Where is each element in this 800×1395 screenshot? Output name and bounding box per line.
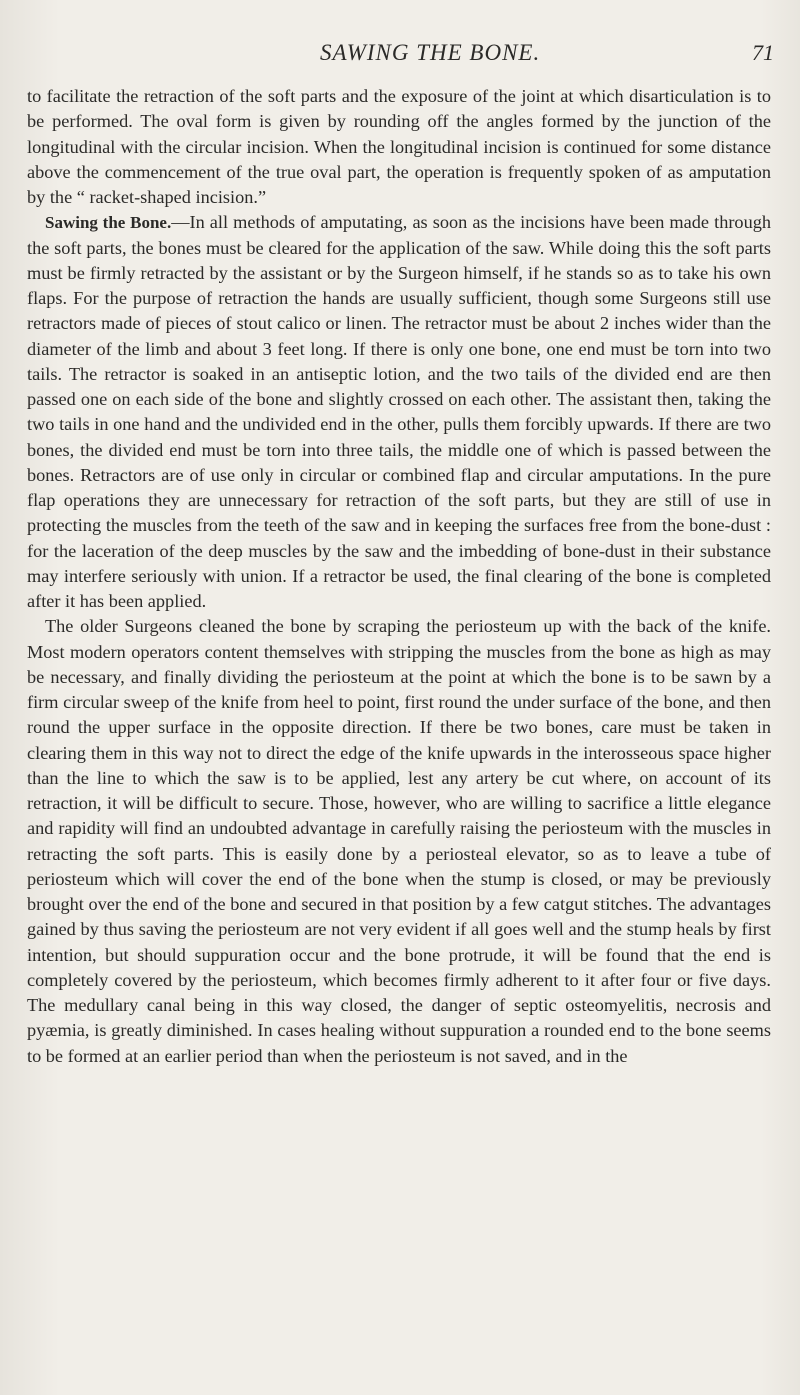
section-heading-sawing-the-bone: Sawing the Bone. [45, 213, 172, 233]
body-text [27, 84, 771, 1069]
page-number: 71 [752, 40, 774, 65]
paragraph-older-surgeons: The older Surgeons cleaned the bone by scraping the periosteum up with the back of the knife. Most modern operators content themselves with stripping the muscles from the bone as high as may be necessary, and finally dividing the periosteum at the point at which the bone is to be sawn by a firm circular sweep of the knife from heel to point, first round the under surface of the bone, and then round the upper surface in the opposite direction. If there be two bones, care must be taken in clearing them in this way not to direct the edge of the knife upwards in the interosseous space higher than the line to which the saw is to be applied, lest any artery be cut where, on account of its retraction, it will be difficult to secure. Those, however, who are willing to sacrifice a little elegance and rapidity will find an undoubted advantage in carefully raising the periosteum with the muscles in retracting the soft parts. This is easily done by a periosteal elevator, so as to leave a tube of periosteum which will cover the end of the bone when the stump is closed, or may be previously brought over the end of the bone and secured in that position by a few catgut stitches. The advantages gained by thus saving the periosteum are not very evident if all goes well and the stump heals by first intention, but should suppuration occur and the bone protrude, it will be found that the end is completely covered by the periosteum, which becomes firmly adherent to it after four or five days. The medullary canal being in this way closed, the danger of septic osteomyelitis, necrosis and pyæmia, is greatly diminished. In cases healing without suppuration a rounded end to the bone seems to be formed at an earlier period than when the periosteum is not saved, and in the [27, 616, 771, 1066]
paragraph-sawing-the-bone-text: —In all methods of amputating, as soon as the incisions have been made through the soft parts, the bones must be cleared for the application of the saw. While doing this the soft parts must be firmly retracted by the assistant or by the Surgeon himself, if he stands so as to take his own flaps. For the purpose of retraction the hands are usually sufficient, though some Surgeons still use retractors made of pieces of stout calico or linen. The retractor must be about 2 inches wider than the diameter of the limb and about 3 feet long. If there is only one bone, one end must be torn into two tails. The retractor is soaked in an antiseptic lotion, and the two tails of the divided end are then passed one on each side of the bone and slightly crossed on each other. The assistant then, taking the two tails in one hand and the undivided end in the other, pulls them forcibly upwards. If there are two bones, the divided end must be torn into three tails, the middle one of which is passed between the bones. Retractors are of use only in circular or combined flap and circular amputations. In the pure flap operations they are unnecessary for retraction of the soft parts, but they are still of use in protecting the muscles from the teeth of the saw and in keeping the surfaces free from the bone-dust : for the laceration of the deep muscles by the saw and the imbedding of bone-dust in their substance may interfere seriously with union. If a retractor be used, the final clearing of the bone is completed after it has been applied. [27, 212, 771, 611]
paragraph-continuation: to facilitate the retraction of the soft parts and the exposure of the joint at which disarticulation is to be performed. The oval form is given by rounding off the angles formed by the junction of the longitudinal with the circular incision. When the longitudinal incision is continued for some distance above the commencement of the true oval part, the operation is frequently spoken of as amputation by the “ racket-shaped incision.” [27, 86, 771, 207]
running-head [0, 40, 800, 80]
running-head-title: SAWING THE BONE. [320, 40, 541, 65]
paragraph-sawing-the-bone [27, 210, 771, 614]
